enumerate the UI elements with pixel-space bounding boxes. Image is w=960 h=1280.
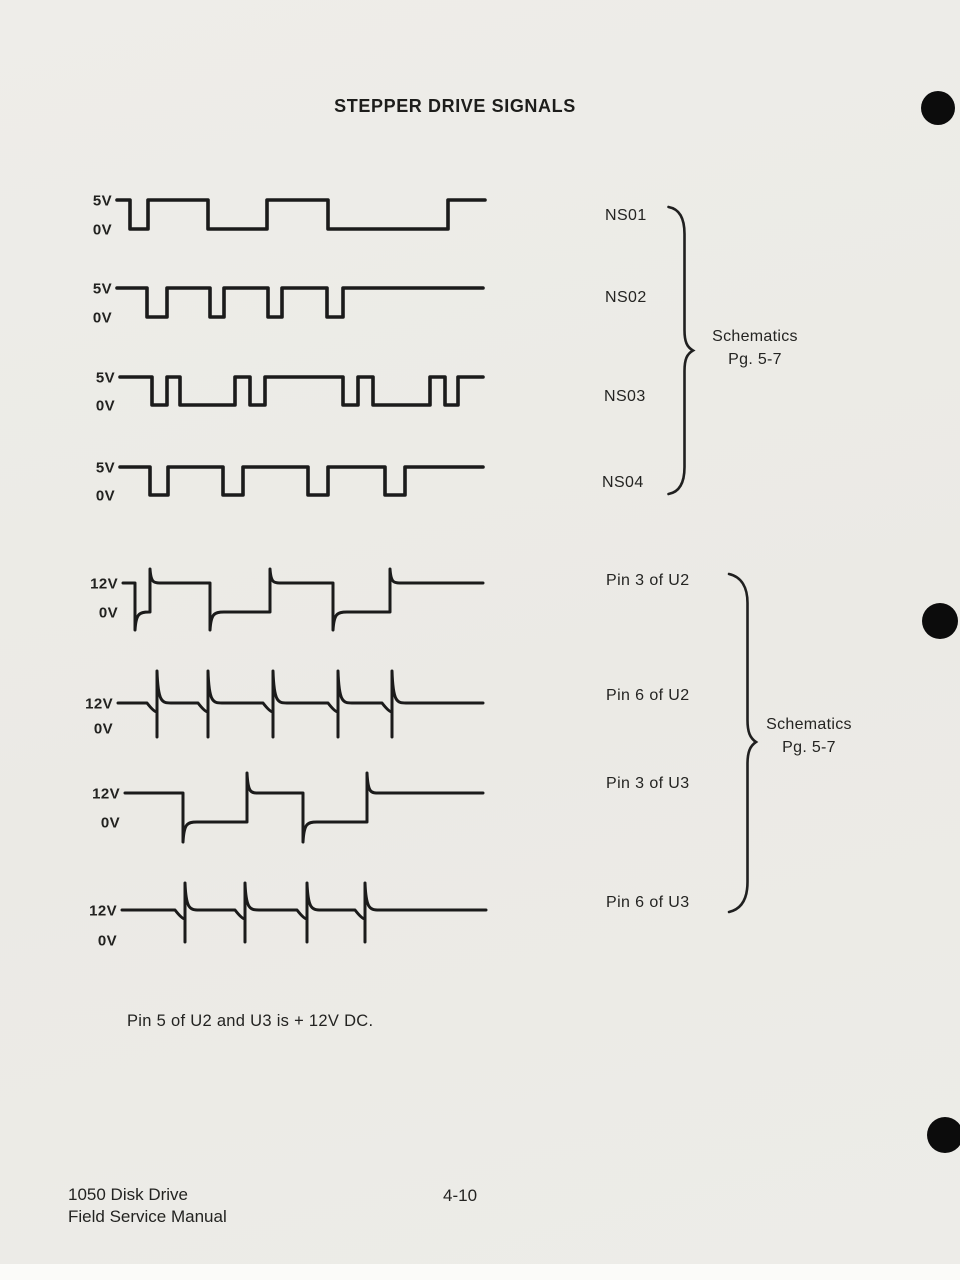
signal-label-ns02: NS02 [605, 289, 647, 306]
waveform-ns03 [120, 377, 483, 405]
schematics-reference-1-line1: Schematics [712, 328, 798, 345]
waveform-ns01 [117, 200, 485, 229]
level-label-ns02-high: 5V [92, 280, 112, 298]
schematics-reference-2 [746, 713, 872, 759]
signal-label-pin-6-of-u2: Pin 6 of U2 [606, 687, 690, 704]
footer [68, 1184, 227, 1228]
schematics-reference-2-line1: Schematics [766, 716, 852, 733]
level-label-pin-6-of-u3-high: 12V [89, 902, 117, 920]
schematics-reference-1-line2: Pg. 5-7 [728, 351, 782, 368]
footer-line1: 1050 Disk Drive [68, 1185, 188, 1204]
level-label-ns04-low: 0V [95, 487, 115, 505]
schematics-reference-2-line2: Pg. 5-7 [782, 739, 836, 756]
scan-edge-strip [0, 1264, 960, 1280]
waveform-ns04 [120, 467, 483, 495]
level-label-pin-3-of-u2-low: 0V [98, 604, 118, 622]
waveform-pin-3-of-u3 [125, 773, 483, 842]
page-title: STEPPER DRIVE SIGNALS [334, 96, 576, 116]
waveform-pin-3-of-u2 [123, 569, 483, 630]
level-label-pin-3-of-u3-low: 0V [100, 814, 120, 832]
level-label-pin-3-of-u2-high: 12V [90, 575, 118, 593]
level-label-pin-3-of-u3-high: 12V [92, 785, 120, 803]
signal-label-pin-3-of-u3: Pin 3 of U3 [606, 775, 690, 792]
schematics-reference-1 [693, 325, 817, 371]
level-label-ns02-low: 0V [92, 309, 112, 327]
footer-line2: Field Service Manual [68, 1207, 227, 1226]
note-text: Pin 5 of U2 and U3 is + 12V DC. [127, 1012, 374, 1030]
signal-label-pin-3-of-u2: Pin 3 of U2 [606, 572, 690, 589]
punch-hole-dot-top [921, 91, 955, 125]
waveform-pin-6-of-u3 [122, 883, 486, 942]
level-label-ns01-high: 5V [92, 192, 112, 210]
brace-ns-group [669, 207, 694, 494]
level-label-pin-6-of-u3-low: 0V [97, 932, 117, 950]
waveform-pin-6-of-u2 [118, 671, 483, 737]
punch-hole-dot-bottom [927, 1117, 960, 1153]
signal-label-ns01: NS01 [605, 207, 647, 224]
signal-label-pin-6-of-u3: Pin 6 of U3 [606, 894, 690, 911]
level-label-pin-6-of-u2-high: 12V [85, 695, 113, 713]
page-number: 4-10 [443, 1186, 478, 1205]
signal-label-ns03: NS03 [604, 388, 646, 405]
signal-label-ns04: NS04 [602, 474, 644, 491]
level-label-pin-6-of-u2-low: 0V [93, 720, 113, 738]
level-label-ns03-high: 5V [95, 369, 115, 387]
punch-hole-dot-middle [922, 603, 958, 639]
level-label-ns01-low: 0V [92, 221, 112, 239]
level-label-ns03-low: 0V [95, 397, 115, 415]
waveform-ns02 [117, 288, 483, 317]
level-label-ns04-high: 5V [95, 459, 115, 477]
